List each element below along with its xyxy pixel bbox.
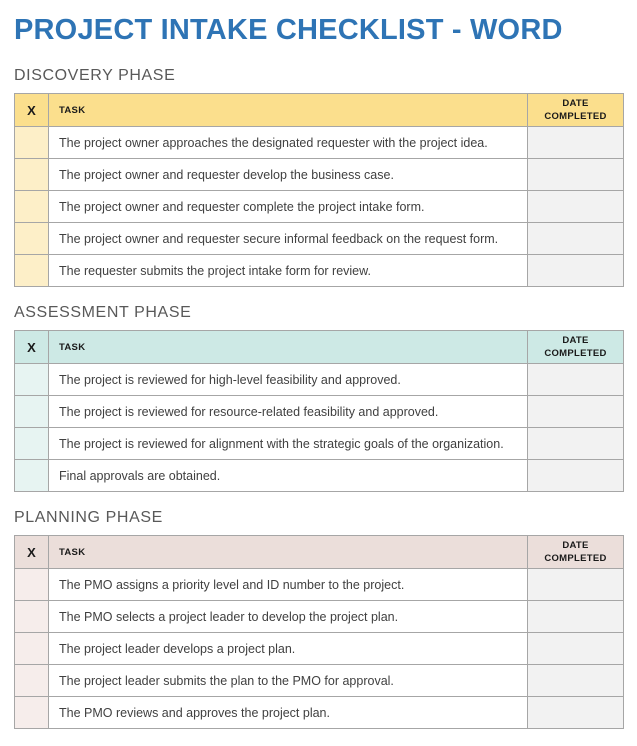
date-completed-cell[interactable] xyxy=(528,191,624,223)
table-row xyxy=(15,460,624,492)
task-cell: The project owner and requester develop the business case. xyxy=(49,159,528,191)
check-cell[interactable] xyxy=(15,697,49,729)
date-completed-cell[interactable] xyxy=(528,223,624,255)
date-completed-cell[interactable] xyxy=(528,159,624,191)
section-assessment-phase xyxy=(14,304,623,492)
date-completed-cell[interactable] xyxy=(528,428,624,460)
date-completed-cell[interactable] xyxy=(528,601,624,633)
task-cell: The project leader develops a project plan. xyxy=(49,633,528,665)
check-cell[interactable] xyxy=(15,223,49,255)
table-row xyxy=(15,665,624,697)
check-cell[interactable] xyxy=(15,191,49,223)
table-row xyxy=(15,191,624,223)
task-cell: The project leader submits the plan to the PMO for approval. xyxy=(49,665,528,697)
task-column-header: TASK xyxy=(49,94,528,127)
date-completed-cell[interactable] xyxy=(528,364,624,396)
date-completed-cell[interactable] xyxy=(528,396,624,428)
date-completed-cell[interactable] xyxy=(528,665,624,697)
check-cell[interactable] xyxy=(15,364,49,396)
task-cell: The project owner and requester complete the project intake form. xyxy=(49,191,528,223)
task-cell: The PMO selects a project leader to develop the project plan. xyxy=(49,601,528,633)
check-column-header: X xyxy=(15,331,49,364)
page-title: PROJECT INTAKE CHECKLIST - WORD xyxy=(14,14,563,46)
check-cell[interactable] xyxy=(15,633,49,665)
table-header-row xyxy=(15,536,624,569)
check-cell[interactable] xyxy=(15,428,49,460)
check-cell[interactable] xyxy=(15,569,49,601)
assessment-checklist-table xyxy=(14,330,624,492)
task-column-header: TASK xyxy=(49,331,528,364)
table-row xyxy=(15,223,624,255)
check-cell[interactable] xyxy=(15,460,49,492)
date-completed-cell[interactable] xyxy=(528,460,624,492)
date-completed-cell[interactable] xyxy=(528,127,624,159)
table-row xyxy=(15,697,624,729)
check-cell[interactable] xyxy=(15,255,49,287)
check-cell[interactable] xyxy=(15,396,49,428)
check-cell[interactable] xyxy=(15,159,49,191)
date-completed-cell[interactable] xyxy=(528,569,624,601)
section-heading-planning: PLANNING PHASE xyxy=(14,509,163,526)
check-cell[interactable] xyxy=(15,601,49,633)
table-row xyxy=(15,159,624,191)
date-completed-cell[interactable] xyxy=(528,697,624,729)
task-cell: The PMO assigns a priority level and ID number to the project. xyxy=(49,569,528,601)
check-cell[interactable] xyxy=(15,127,49,159)
task-cell: The PMO reviews and approves the project plan. xyxy=(49,697,528,729)
table-row xyxy=(15,255,624,287)
section-heading-assessment: ASSESSMENT PHASE xyxy=(14,304,192,321)
check-cell[interactable] xyxy=(15,665,49,697)
table-row xyxy=(15,364,624,396)
discovery-checklist-table xyxy=(14,93,624,287)
section-planning-phase xyxy=(14,509,623,729)
table-row xyxy=(15,396,624,428)
table-row xyxy=(15,601,624,633)
date-completed-cell[interactable] xyxy=(528,633,624,665)
table-header-row xyxy=(15,331,624,364)
task-cell: The project is reviewed for high-level feasibility and approved. xyxy=(49,364,528,396)
task-cell: Final approvals are obtained. xyxy=(49,460,528,492)
planning-checklist-table xyxy=(14,535,624,729)
check-column-header: X xyxy=(15,94,49,127)
task-cell: The requester submits the project intake form for review. xyxy=(49,255,528,287)
table-row xyxy=(15,633,624,665)
table-header-row xyxy=(15,94,624,127)
section-heading-discovery: DISCOVERY PHASE xyxy=(14,67,176,84)
table-row xyxy=(15,569,624,601)
table-row xyxy=(15,127,624,159)
table-row xyxy=(15,428,624,460)
section-discovery-phase xyxy=(14,67,623,287)
date-completed-column-header: DATE COMPLETED xyxy=(528,536,624,569)
task-cell: The project owner approaches the designated requester with the project idea. xyxy=(49,127,528,159)
task-cell: The project is reviewed for alignment with the strategic goals of the organization. xyxy=(49,428,528,460)
date-completed-column-header: DATE COMPLETED xyxy=(528,94,624,127)
check-column-header: X xyxy=(15,536,49,569)
date-completed-cell[interactable] xyxy=(528,255,624,287)
task-column-header: TASK xyxy=(49,536,528,569)
task-cell: The project owner and requester secure informal feedback on the request form. xyxy=(49,223,528,255)
task-cell: The project is reviewed for resource-related feasibility and approved. xyxy=(49,396,528,428)
date-completed-column-header: DATE COMPLETED xyxy=(528,331,624,364)
